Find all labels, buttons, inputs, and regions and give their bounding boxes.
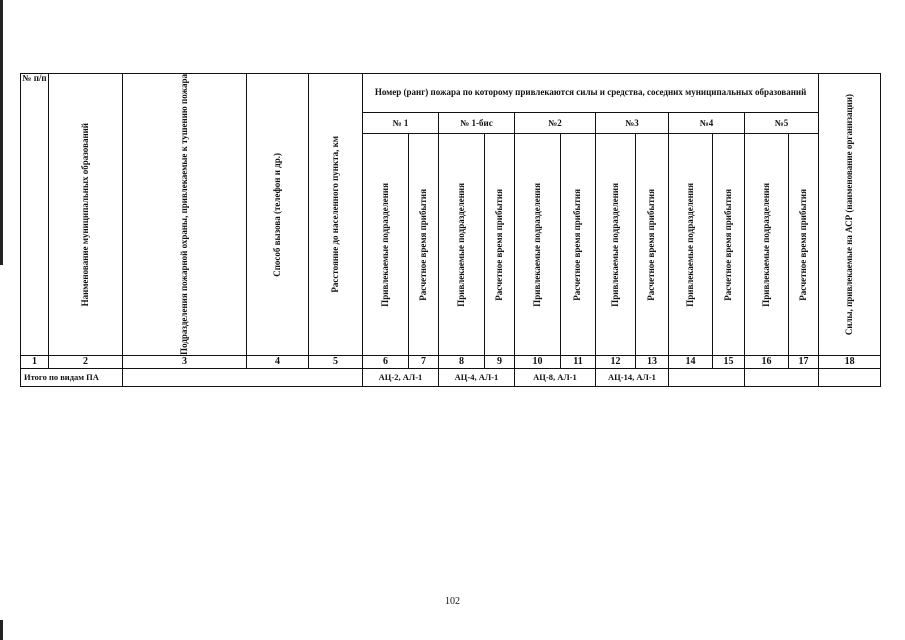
header-call-method: Способ вызова (телефон и др.) — [247, 74, 309, 356]
subheader-time: Расчетное время прибытия — [789, 134, 819, 356]
rank-header: № 1-бис — [439, 113, 515, 134]
column-number: 13 — [636, 355, 669, 368]
column-number: 4 — [247, 355, 309, 368]
total-empty-cell — [123, 368, 363, 386]
page-number: 102 — [445, 596, 460, 607]
column-number: 3 — [123, 355, 247, 368]
header-distance: Расстояние до населенного пункта, км — [309, 74, 363, 356]
header-asr: Силы, привлекаемые на АСР (наименование организации) — [819, 74, 881, 356]
subheader-time: Расчетное время прибытия — [636, 134, 669, 356]
total-label: Итого по видам ПА — [21, 368, 123, 386]
total-rank-value: АЦ-8, АЛ-1 — [515, 368, 596, 386]
total-rank-value: АЦ-2, АЛ-1 — [363, 368, 439, 386]
subheader-units: Привлекаемые подразделения — [745, 134, 789, 356]
subheader-time: Расчетное время прибытия — [561, 134, 596, 356]
rank-header: №3 — [596, 113, 669, 134]
scan-edge-mark — [0, 620, 3, 640]
header-rank-group: Номер (ранг) пожара по которому привлекаются силы и средства, соседних муниципальных образований — [363, 74, 819, 113]
rank-header: №2 — [515, 113, 596, 134]
column-number: 18 — [819, 355, 881, 368]
column-number: 8 — [439, 355, 485, 368]
subheader-units: Привлекаемые подразделения — [596, 134, 636, 356]
column-number-row — [21, 355, 881, 368]
header-municipality: Наименование муниципальных образований — [49, 74, 123, 356]
total-row — [21, 368, 881, 386]
rank-header: №5 — [745, 113, 819, 134]
rank-header: №4 — [669, 113, 745, 134]
rank-header: № 1 — [363, 113, 439, 134]
subheader-units: Привлекаемые подразделения — [669, 134, 713, 356]
subheader-units: Привлекаемые подразделения — [363, 134, 409, 356]
fire-forces-table — [20, 73, 881, 387]
column-number: 15 — [713, 355, 745, 368]
column-number: 10 — [515, 355, 561, 368]
subheader-units: Привлекаемые подразделения — [515, 134, 561, 356]
total-rank-value: АЦ-14, АЛ-1 — [596, 368, 669, 386]
header-fire-units: Подразделения пожарной охраны, привлекаемые к тушению пожара — [123, 74, 247, 356]
column-number: 5 — [309, 355, 363, 368]
subheader-time: Расчетное время прибытия — [485, 134, 515, 356]
header-num: № п/п — [21, 74, 49, 356]
column-number: 11 — [561, 355, 596, 368]
column-number: 1 — [21, 355, 49, 368]
column-number: 7 — [409, 355, 439, 368]
column-number: 9 — [485, 355, 515, 368]
column-number: 2 — [49, 355, 123, 368]
total-rank-value — [745, 368, 819, 386]
subheader-units: Привлекаемые подразделения — [439, 134, 485, 356]
column-number: 14 — [669, 355, 713, 368]
subheader-time: Расчетное время прибытия — [409, 134, 439, 356]
column-number: 6 — [363, 355, 409, 368]
column-number: 12 — [596, 355, 636, 368]
total-rank-value — [669, 368, 745, 386]
column-number: 17 — [789, 355, 819, 368]
subheader-time: Расчетное время прибытия — [713, 134, 745, 356]
header-row-top — [21, 74, 881, 113]
total-rank-value: АЦ-4, АЛ-1 — [439, 368, 515, 386]
column-number: 16 — [745, 355, 789, 368]
total-empty-cell — [819, 368, 881, 386]
scan-edge-line — [0, 0, 3, 265]
